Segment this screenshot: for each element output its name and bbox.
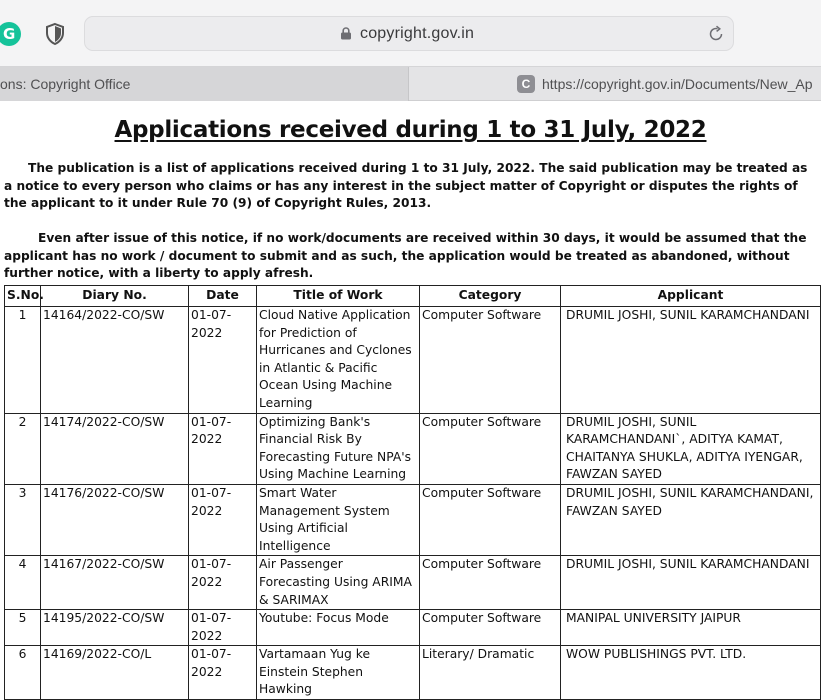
cell-category: Computer Software — [420, 307, 561, 414]
header-title-of-work: Title of Work — [257, 286, 420, 307]
publication-notice-paragraph: The publication is a list of applications received during 1 to 31 July, 2022. The said publication may be treated as a notice to every person who claims or has any interest in the subject matter of Copyright or disputes the rights of the applicant to it under Rule 70 (9) of Copyright Rules, 2013. — [4, 161, 808, 210]
cell-category: Computer Software — [420, 413, 561, 484]
cell-applicant: WOW PUBLISHINGS PVT. LTD. — [561, 646, 821, 700]
cell-applicant: DRUMIL JOSHI, SUNIL KARAMCHANDANI — [561, 556, 821, 610]
table-row — [5, 646, 821, 700]
cell-sno: 2 — [5, 413, 41, 484]
tab-label: ons: Copyright Office — [0, 76, 131, 92]
tab-label: https://copyright.gov.in/Documents/New_Ap — [542, 76, 813, 92]
grammarly-extension-icon[interactable] — [0, 22, 21, 46]
pdf-document — [0, 101, 821, 697]
tab-copyright-office[interactable] — [0, 67, 409, 101]
address-bar[interactable] — [84, 16, 734, 51]
browser-toolbar — [0, 0, 821, 66]
header-diary-no: Diary No. — [41, 286, 189, 307]
cell-title: Air Passenger Forecasting Using ARIMA & SARIMAX — [257, 556, 420, 610]
cell-applicant: MANIPAL UNIVERSITY JAIPUR — [561, 610, 821, 646]
table-row — [5, 484, 821, 555]
cell-date: 01-07-2022 — [189, 610, 257, 646]
cell-sno: 5 — [5, 610, 41, 646]
reload-icon[interactable] — [707, 25, 725, 43]
cell-applicant: DRUMIL JOSHI, SUNIL KARAMCHANDANI, FAWZAN SAYED — [561, 484, 821, 555]
tab-favicon-icon: C — [517, 75, 535, 93]
tab-documents-pdf[interactable] — [410, 67, 821, 101]
cell-diary-no: 14167/2022-CO/SW — [41, 556, 189, 610]
header-date: Date — [189, 286, 257, 307]
cell-date: 01-07-2022 — [189, 484, 257, 555]
header-applicant: Applicant — [561, 286, 821, 307]
cell-title: Smart Water Management System Using Artificial Intelligence — [257, 484, 420, 555]
table-row — [5, 413, 821, 484]
cell-diary-no: 14164/2022-CO/SW — [41, 307, 189, 414]
table-header-row — [5, 286, 821, 307]
cell-category: Computer Software — [420, 484, 561, 555]
applications-table — [4, 285, 821, 700]
cell-diary-no: 14195/2022-CO/SW — [41, 610, 189, 646]
cell-date: 01-07-2022 — [189, 646, 257, 700]
lock-icon — [340, 27, 352, 40]
cell-category: Computer Software — [420, 556, 561, 610]
cell-applicant: DRUMIL JOSHI, SUNIL KARAMCHANDANI — [561, 307, 821, 414]
cell-date: 01-07-2022 — [189, 307, 257, 414]
cell-title: Youtube: Focus Mode — [257, 610, 420, 646]
cell-date: 01-07-2022 — [189, 556, 257, 610]
cell-title: Vartamaan Yug ke Einstein Stephen Hawking — [257, 646, 420, 700]
cell-category: Literary/ Dramatic — [420, 646, 561, 700]
cell-diary-no: 14174/2022-CO/SW — [41, 413, 189, 484]
document-title: Applications received during 1 to 31 July, 2022 — [114, 117, 707, 143]
cell-date: 01-07-2022 — [189, 413, 257, 484]
cell-diary-no: 14169/2022-CO/L — [41, 646, 189, 700]
tab-bar — [0, 66, 821, 101]
url-text: copyright.gov.in — [360, 25, 475, 42]
cell-title: Cloud Native Application for Prediction of Hurricanes and Cyclones in Atlantic & Pacific Ocean Using Machine Learning — [257, 307, 420, 414]
cell-sno: 1 — [5, 307, 41, 414]
header-sno: S.No. — [5, 286, 41, 307]
abandonment-notice-paragraph: Even after issue of this notice, if no work/documents are received within 30 days, it would be assumed that the applicant has no work / document to submit and as such, the application would be treated as abandoned, without further notice, with a liberty to apply afresh. — [4, 231, 807, 280]
cell-applicant: DRUMIL JOSHI, SUNIL KARAMCHANDANI`, ADITYA KAMAT, CHAITANYA SHUKLA, ADITYA IYENGAR, FAWZAN SAYED — [561, 413, 821, 484]
cell-diary-no: 14176/2022-CO/SW — [41, 484, 189, 555]
cell-sno: 4 — [5, 556, 41, 610]
table-row — [5, 556, 821, 610]
cell-category: Computer Software — [420, 610, 561, 646]
table-row — [5, 307, 821, 414]
table-row — [5, 610, 821, 646]
cell-title: Optimizing Bank's Financial Risk By Forecasting Future NPA's Using Machine Learning — [257, 413, 420, 484]
cell-sno: 3 — [5, 484, 41, 555]
cell-sno: 6 — [5, 646, 41, 700]
shield-icon[interactable] — [45, 23, 65, 45]
header-category: Category — [420, 286, 561, 307]
